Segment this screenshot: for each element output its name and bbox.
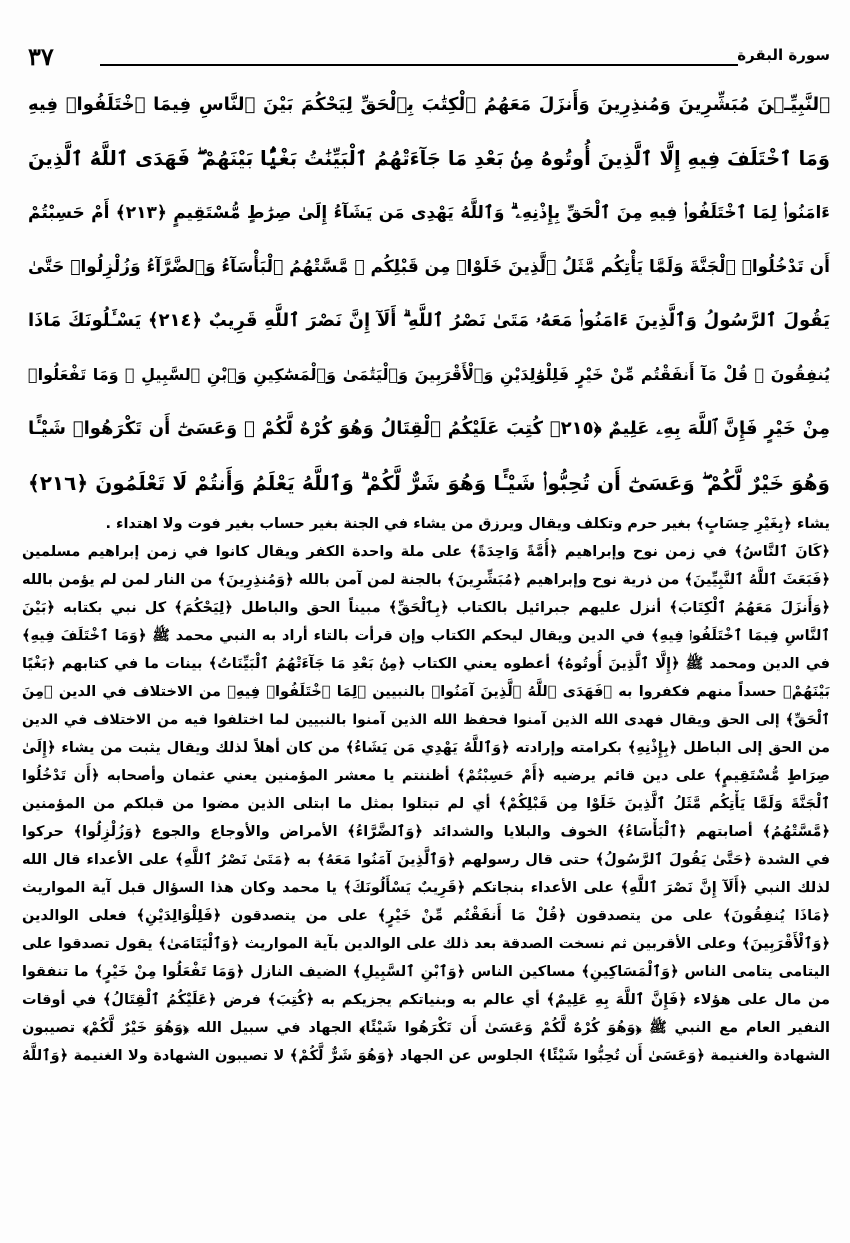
commentary-line: النفير العام مع النبي ﷺ ﴿وَهُوَ كُرْهٌ لَّكُمْ وَعَسَىٰ أَن تَكْرَهُوا شَيْئًا﴾ الجهاد في سبيل الله ﴿وَهُوَ خَيْرٌ لَّكُمْ﴾ تصيبون <box>22 1020 830 1036</box>
commentary-line: ﴿مَاذَا يُنفِقُونَ﴾ على من يتصدقون ﴿قُلْ مَا أَنفَقْتُم مِّنْ خَيْرٍ﴾ على من يتصدقون ﴿فَلِلْوَالِدَيْنِ﴾ فعلى الوالدين <box>22 908 830 924</box>
commentary-line: بَيْنَهُمْ﴾ حسداً منهم فكفروا به ﴿فَهَدَى ٱللَّهُ ٱلَّذِينَ آمَنُوا﴾ بالنبيين ﴿لِمَا ٱخْتَلَفُوا۟ فِيهِ﴾ من الاختلاف في الدين ﴿مِنَ <box>22 684 830 700</box>
quran-line: مِنْ خَيْرٍ فَإِنَّ ٱللَّهَ بِهِۦ عَلِيمٌ ﴿٢١٥﴾ كُتِبَ عَلَيْكُمُ ٱلْقِتَالُ وَهُوَ كُرْهٌ لَّكُمْ ۖ وَعَسَىٰٓ أَن تَكْرَهُوا۟ شَيْـًٔا <box>28 418 830 439</box>
commentary-line: يشاء ﴿بِغَيْرِ حِسَابٍ﴾ بغير حرم وتكلف ويقال ويرزق من يشاء في الجنة بغير حساب بغير فوت ولا اهتداء . <box>105 516 830 532</box>
commentary-line: ٱلْجَنَّةَ وَلَمَّا يَأْتِكُم مَّثَلُ ٱلَّذِينَ خَلَوْا مِن قَبْلِكُمْ﴾ أي لم تبتلوا بمثل ما ابتلى الذين مضوا من قبلكم من المؤمنين <box>22 796 830 812</box>
commentary-line: في الشدة ﴿حَتَّىٰ يَقُولَ ٱلرَّسُولُ﴾ حتى قال رسولهم ﴿وَٱلَّذِينَ آمَنُوا مَعَهُ﴾ به ﴿مَتَىٰ نَصْرُ ٱللَّهِ﴾ على الأعداء قال الله <box>22 852 830 868</box>
quran-line: وَهُوَ خَيْرٌ لَّكُمْ ۖ وَعَسَىٰٓ أَن تُحِبُّوا۟ شَيْـًٔا وَهُوَ شَرٌّ لَّكُمْ ۗ وَٱللَّهُ يَعْلَمُ وَأَنتُمْ لَا تَعْلَمُونَ ﴿٢١٦﴾ <box>28 471 830 495</box>
commentary-line: ﴿وَأَنزَلَ مَعَهُمُ ٱلْكِتَابَ﴾ أنزل عليهم جبرائيل بالكتاب ﴿بِٱلْحَقِّ﴾ مبيناً الحق والباطل ﴿لِيَحْكُمَ﴾ كل نبي بكتابه ﴿بَيْنَ <box>22 600 830 616</box>
quran-line: ٱلنَّبِيِّـۧنَ مُبَشِّرِينَ وَمُنذِرِينَ وَأَنزَلَ مَعَهُمُ ٱلْكِتَٰبَ بِٱلْحَقِّ لِيَحْكُمَ بَيْنَ ٱلنَّاسِ فِيمَا ٱخْتَلَفُوا۟ فِيهِ <box>28 94 830 115</box>
commentary-line: من الحق إلى الباطل ﴿بِإِذْنِهِ﴾ بكرامته وإرادته ﴿وَٱللَّهُ يَهْدِي مَن يَشَاءُ﴾ من كان أهلاً لذلك ويقال يثبت من يشاء ﴿إِلَىٰ <box>22 740 830 756</box>
commentary-line: ﴿وَٱلْأَقْرَبِينَ﴾ وعلى الأقربين ثم نسخت الصدقة بعد ذلك على الوالدين بآية المواريث ﴿وَٱلْيَتَامَىٰ﴾ يقول تصدقوا على <box>22 936 830 952</box>
quran-text-block <box>28 78 830 510</box>
commentary-line: من مال على هؤلاء ﴿فَإِنَّ ٱللَّهَ بِهِ عَلِيمٌ﴾ أي عالم به وبنياتكم يجزيكم به ﴿كُتِبَ﴾ فرض ﴿عَلَيْكُمُ ٱلْقِتَالُ﴾ في أوقات <box>22 992 830 1008</box>
quran-line: وَمَا ٱخْتَلَفَ فِيهِ إِلَّا ٱلَّذِينَ أُوتُوهُ مِنۢ بَعْدِ مَا جَآءَتْهُمُ ٱلْبَيِّنَٰتُ بَغْيًۢا بَيْنَهُمْ ۖ فَهَدَى ٱللَّهُ ٱلَّذِينَ <box>28 147 830 170</box>
commentary-line: اليتامى يتامى الناس ﴿وَٱلْمَسَاكِينِ﴾ مساكين الناس ﴿وَٱبْنِ ٱلسَّبِيلِ﴾ الضيف النازل ﴿وَمَا تَفْعَلُوا مِنْ خَيْرٍ﴾ ما تنفقوا <box>22 964 830 980</box>
surah-name: سورة البقرة <box>737 46 830 64</box>
commentary-line: ٱلنَّاسِ فِيمَا ٱخْتَلَفُوا۟ فِيهِ﴾ في الدين ويقال ليحكم الكتاب وإن قرأت بالتاء أراد به النبي محمد ﷺ ﴿وَمَا ٱخْتَلَفَ فِيهِ﴾ <box>22 628 830 644</box>
quran-line: يُنفِقُونَ ۖ قُلْ مَآ أَنفَقْتُم مِّنْ خَيْرٍ فَلِلْوَٰلِدَيْنِ وَٱلْأَقْرَبِينَ وَٱلْيَتَٰمَىٰ وَٱلْمَسَٰكِينِ وَٱبْنِ ٱلسَّبِيلِ ۗ وَمَا تَفْعَلُوا۟ <box>28 365 830 384</box>
quran-line: أَن تَدْخُلُوا۟ ٱلْجَنَّةَ وَلَمَّا يَأْتِكُم مَّثَلُ ٱلَّذِينَ خَلَوْا۟ مِن قَبْلِكُم ۖ مَّسَّتْهُمُ ٱلْبَأْسَآءُ وَٱلضَّرَّآءُ وَزُلْزِلُوا۟ حَتَّىٰ <box>28 257 830 277</box>
commentary-line: ٱلْحَقِّ﴾ إلى الحق ويقال فهدى الله الذين آمنوا فحفظ الله الذين آمنوا بالنبيين لما اختلفوا فيه من الاختلاف في الدين <box>22 712 830 728</box>
commentary-line: صِرَاطٍ مُّسْتَقِيمٍ﴾ على دين قائم يرضيه ﴿أَمْ حَسِبْتُمْ﴾ أظننتم يا معشر المؤمنين يعني عثمان وأصحابه ﴿أَن تَدْخُلُوا <box>22 768 830 784</box>
commentary-line: ﴿كَانَ ٱلنَّاسُ﴾ في زمن نوح وإبراهيم ﴿أُمَّةً وَاحِدَةً﴾ على ملة واحدة الكفر ويقال كانوا في زمن إبراهيم مسلمين <box>22 544 830 560</box>
quran-line: ءَامَنُوا۟ لِمَا ٱخْتَلَفُوا۟ فِيهِ مِنَ ٱلْحَقِّ بِإِذْنِهِۦ ۗ وَٱللَّهُ يَهْدِى مَن يَشَآءُ إِلَىٰ صِرَٰطٍ مُّسْتَقِيمٍ ﴿٢١٣﴾ أَمْ حَسِبْتُمْ <box>28 203 830 223</box>
commentary-line: في الدين ومحمد ﷺ ﴿إِلَّا ٱلَّذِينَ أُوتُوهُ﴾ أعطوه يعني الكتاب ﴿مِنۢ بَعْدِ مَا جَآءَتْهُمُ ٱلْبَيِّنَاتُ﴾ بينات ما في كتابهم ﴿بَغْيًا <box>22 656 830 672</box>
commentary-line: الشهادة والغنيمة ﴿وَعَسَىٰ أَن تُحِبُّوا شَيْئًا﴾ الجلوس عن الجهاد ﴿وَهُوَ شَرٌّ لَّكُمْ﴾ لا تصيبون الشهادة ولا الغنيمة ﴿وَٱللَّهُ <box>22 1048 830 1064</box>
header-rule <box>100 64 738 66</box>
tafsir-commentary <box>22 510 830 1070</box>
page-number: ٣٧ <box>28 42 54 71</box>
commentary-line: ﴿فَبَعَثَ ٱللَّهُ ٱلنَّبِيِّينَ﴾ من ذرية نوح وإبراهيم ﴿مُبَشِّرِينَ﴾ بالجنة لمن آمن بالله ﴿وَمُنذِرِينَ﴾ من النار لمن لم يؤمن بالله <box>22 572 830 588</box>
commentary-line: ﴿مَّسَّتْهُمُ﴾ أصابتهم ﴿ٱلْبَأْسَاءُ﴾ الخوف والبلايا والشدائد ﴿وَٱلضَّرَّاءُ﴾ الأمراض والأوجاع والجوع ﴿وَزُلْزِلُوا﴾ حركوا <box>22 824 830 840</box>
page-header <box>28 42 830 72</box>
commentary-line: لذلك النبي ﴿أَلَآ إِنَّ نَصْرَ ٱللَّهِ﴾ على الأعداء بنجاتكم ﴿قَرِيبٌ يَسْأَلُونَكَ﴾ يا محمد وكان هذا السؤال قبل آية المواريث <box>22 880 830 896</box>
quran-line: يَقُولَ ٱلرَّسُولُ وَٱلَّذِينَ ءَامَنُوا۟ مَعَهُۥ مَتَىٰ نَصْرُ ٱللَّهِ ۗ أَلَآ إِنَّ نَصْرَ ٱللَّهِ قَرِيبٌ ﴿٢١٤﴾ يَسْـَٔلُونَكَ مَاذَا <box>28 310 830 331</box>
